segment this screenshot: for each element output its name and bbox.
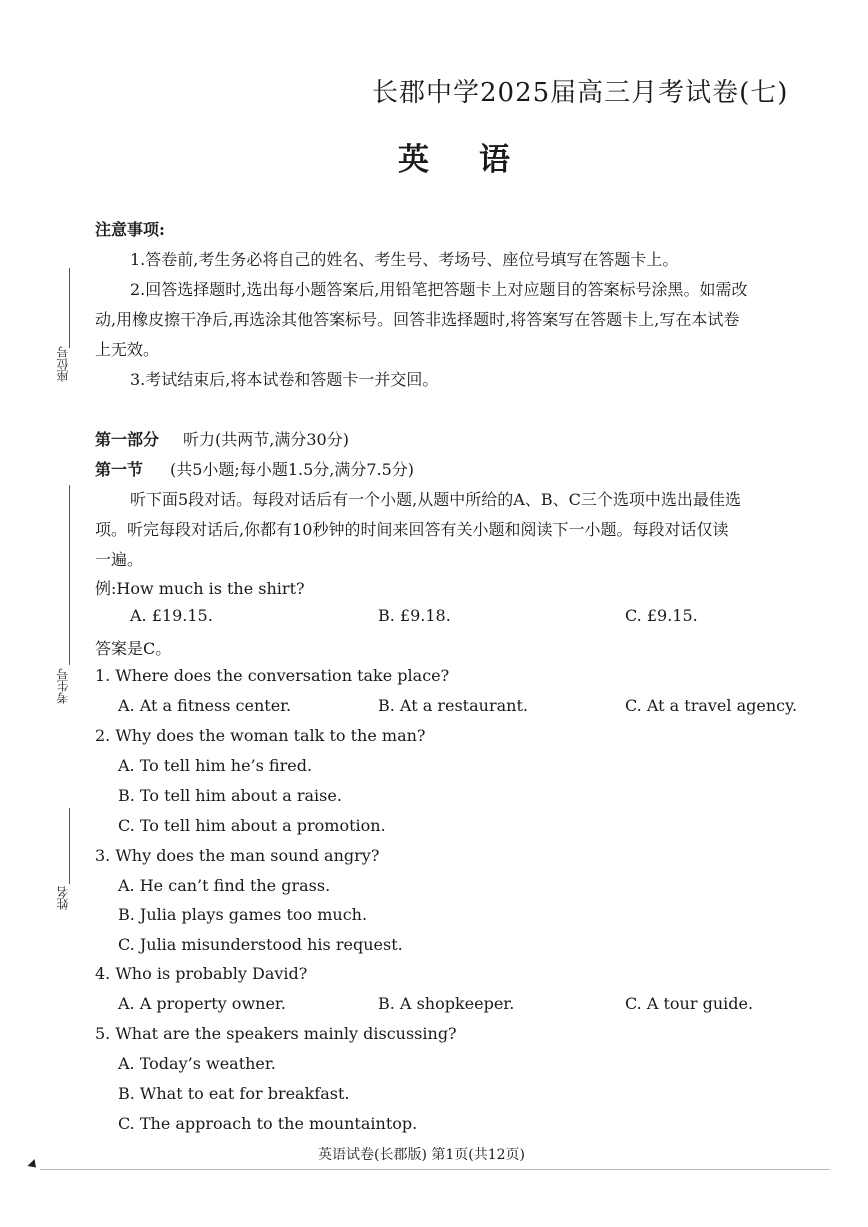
question-4-option-b: B. A shopkeeper. bbox=[378, 994, 515, 1013]
section1-instr-line-3: 一遍。 bbox=[95, 550, 144, 569]
seat-label: 座位号 bbox=[56, 346, 70, 382]
question-2-option-b: B. To tell him about a raise. bbox=[118, 786, 342, 805]
notes-heading: 注意事项: bbox=[95, 220, 165, 239]
question-4-option-c: C. A tour guide. bbox=[625, 994, 754, 1013]
part1-label: 第一部分 bbox=[95, 430, 160, 449]
note-item-3: 3.考试结束后,将本试卷和答题卡一并交回。 bbox=[130, 370, 439, 389]
name-label: 姓名 bbox=[56, 886, 70, 910]
section1-instr-line-2: 项。听完每段对话后,你都有10秒钟的时间来回答有关小题和阅读下一小题。每段对话仅读 bbox=[95, 520, 729, 539]
section1-label: 第一节 bbox=[95, 460, 144, 479]
example-option-c: C. £9.15. bbox=[625, 606, 698, 625]
exam-no-line bbox=[69, 485, 70, 665]
question-1-option-b: B. At a restaurant. bbox=[378, 696, 528, 715]
footer-rule bbox=[40, 1169, 830, 1170]
question-3-option-a: A. He can’t find the grass. bbox=[118, 876, 331, 895]
seat-line bbox=[69, 268, 70, 348]
question-1-option-c: C. At a travel agency. bbox=[625, 696, 798, 715]
section1-title: (共5小题;每小题1.5分,满分7.5分) bbox=[170, 460, 415, 479]
example-option-b: B. £9.18. bbox=[378, 606, 451, 625]
question-3: 3. Why does the man sound angry? bbox=[95, 846, 380, 865]
question-5-option-c: C. The approach to the mountaintop. bbox=[118, 1114, 418, 1133]
exam-no-label: 考生号 bbox=[56, 668, 70, 704]
question-5-option-a: A. Today’s weather. bbox=[118, 1054, 276, 1073]
note-item-1: 1.答卷前,考生务必将自己的姓名、考生号、考场号、座位号填写在答题卡上。 bbox=[130, 250, 679, 269]
question-2: 2. Why does the woman talk to the man? bbox=[95, 726, 426, 745]
question-5-option-b: B. What to eat for breakfast. bbox=[118, 1084, 350, 1103]
question-2-option-c: C. To tell him about a promotion. bbox=[118, 816, 386, 835]
note-item-2-line-1: 2.回答选择题时,选出每小题答案后,用铅笔把答题卡上对应题目的答案标号涂黑。如需改 bbox=[130, 280, 748, 299]
name-line bbox=[69, 808, 70, 884]
part1-title: 听力(共两节,满分30分) bbox=[183, 430, 349, 449]
section1-instr-line-1: 听下面5段对话。每段对话后有一个小题,从题中所给的A、B、C三个选项中选出最佳选 bbox=[130, 490, 741, 509]
example-question: 例:How much is the shirt? bbox=[95, 579, 305, 598]
corner-mark-icon bbox=[27, 1159, 39, 1171]
question-5: 5. What are the speakers mainly discussing? bbox=[95, 1024, 457, 1043]
example-answer: 答案是C。 bbox=[95, 639, 172, 658]
question-4: 4. Who is probably David? bbox=[95, 964, 308, 983]
question-3-option-b: B. Julia plays games too much. bbox=[118, 905, 368, 924]
question-1: 1. Where does the conversation take place? bbox=[95, 666, 450, 685]
question-3-option-c: C. Julia misunderstood his request. bbox=[118, 935, 403, 954]
question-2-option-a: A. To tell him he’s fired. bbox=[118, 756, 313, 775]
note-item-2-line-3: 上无效。 bbox=[95, 340, 160, 359]
page-footer: 英语试卷(长郡版) 第1页(共12页) bbox=[318, 1147, 526, 1163]
exam-title: 长郡中学2025届高三月考试卷(七) bbox=[372, 78, 789, 108]
question-4-option-a: A. A property owner. bbox=[118, 994, 286, 1013]
question-1-option-a: A. At a fitness center. bbox=[118, 696, 292, 715]
note-item-2-line-2: 动,用橡皮擦干净后,再选涂其他答案标号。回答非选择题时,将答案写在答题卡上,写在本试卷 bbox=[95, 310, 740, 329]
subject-title: 英语 bbox=[398, 142, 560, 178]
example-option-a: A. £19.15. bbox=[130, 606, 213, 625]
